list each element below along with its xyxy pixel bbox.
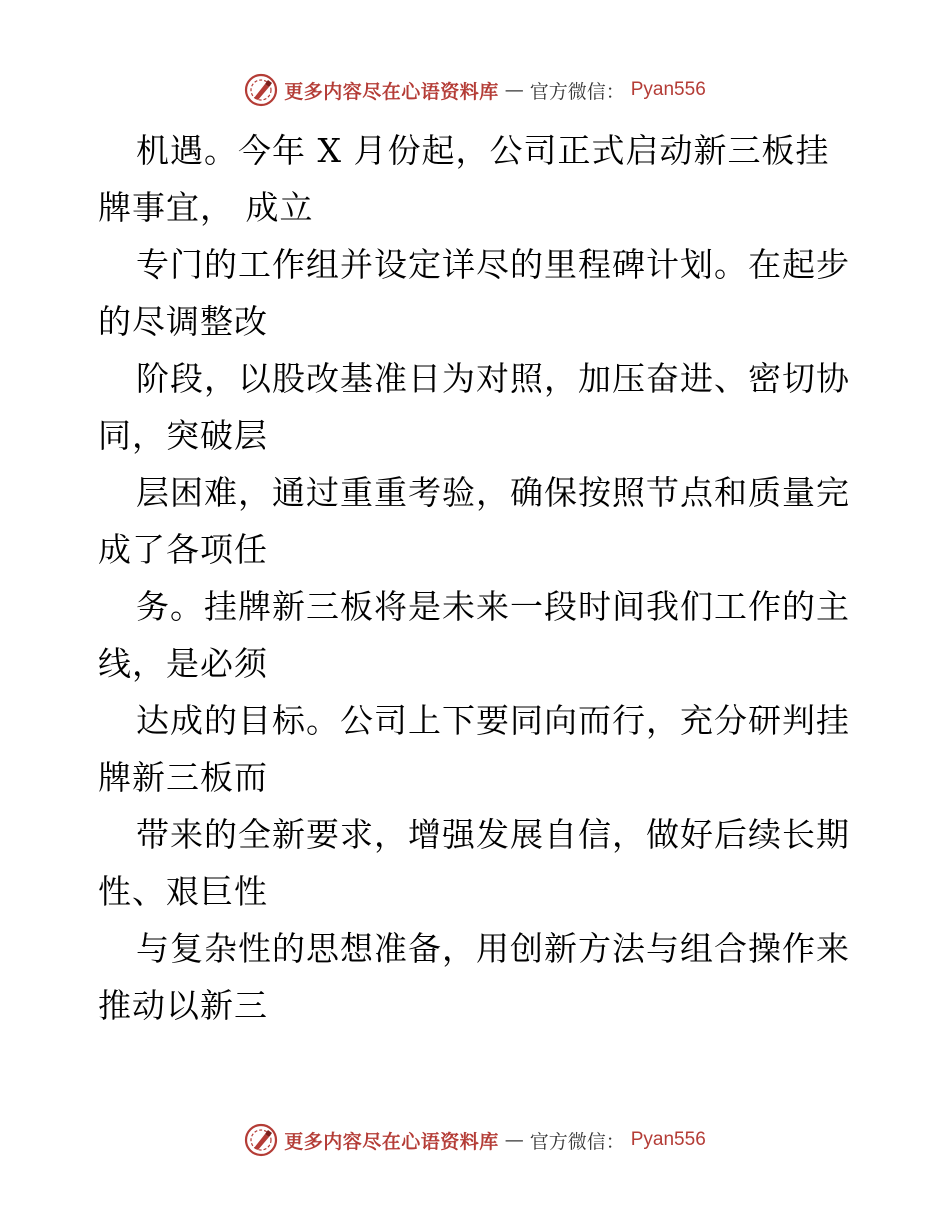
pen-nib-logo-icon (244, 73, 278, 107)
footer-watermark (0, 1120, 950, 1160)
body-line: 同，突破层 (98, 416, 268, 455)
body-line: 达成的目标。公司上下要同向而行，充分研判挂 (136, 701, 850, 740)
body-line: 阶段，以股改基准日为对照，加压奋进、密切协 (136, 359, 850, 398)
body-line: 线，是必须 (98, 644, 268, 683)
body-line: 层困难，通过重重考验，确保按照节点和质量完 (136, 473, 850, 512)
watermark-wechat-id: Pyan556 (630, 1129, 706, 1150)
body-line: 带来的全新要求，增强发展自信，做好后续长期 (136, 815, 850, 854)
watermark-dash: — (504, 79, 524, 101)
body-line: 与复杂性的思想准备，用创新方法与组合操作来 (136, 929, 850, 968)
body-line: 机遇。今年 X 月份起，公司正式启动新三板挂 (136, 131, 830, 170)
watermark-dash: — (504, 1129, 524, 1151)
watermark-main-text: 更多内容尽在心语资料库 (284, 1130, 499, 1153)
body-line: 推动以新三 (98, 986, 268, 1025)
body-line: 牌新三板而 (98, 758, 268, 797)
body-line: 成了各项任 (98, 530, 268, 569)
pen-nib-logo-icon (244, 1123, 278, 1157)
body-line: 务。挂牌新三板将是未来一段时间我们工作的主 (136, 587, 850, 626)
watermark-sub-text: 官方微信： (529, 1130, 625, 1153)
header-watermark (0, 70, 950, 110)
watermark-wechat-id: Pyan556 (630, 79, 706, 100)
body-line: 专门的工作组并设定详尽的里程碑计划。在起步 (136, 245, 850, 284)
body-line: 的尽调整改 (98, 302, 268, 341)
watermark-sub-text: 官方微信： (529, 80, 625, 103)
body-line: 性、艰巨性 (98, 872, 268, 911)
body-line: 牌事宜， 成立 (98, 188, 314, 227)
document-body (98, 122, 858, 1034)
watermark-main-text: 更多内容尽在心语资料库 (284, 80, 499, 103)
